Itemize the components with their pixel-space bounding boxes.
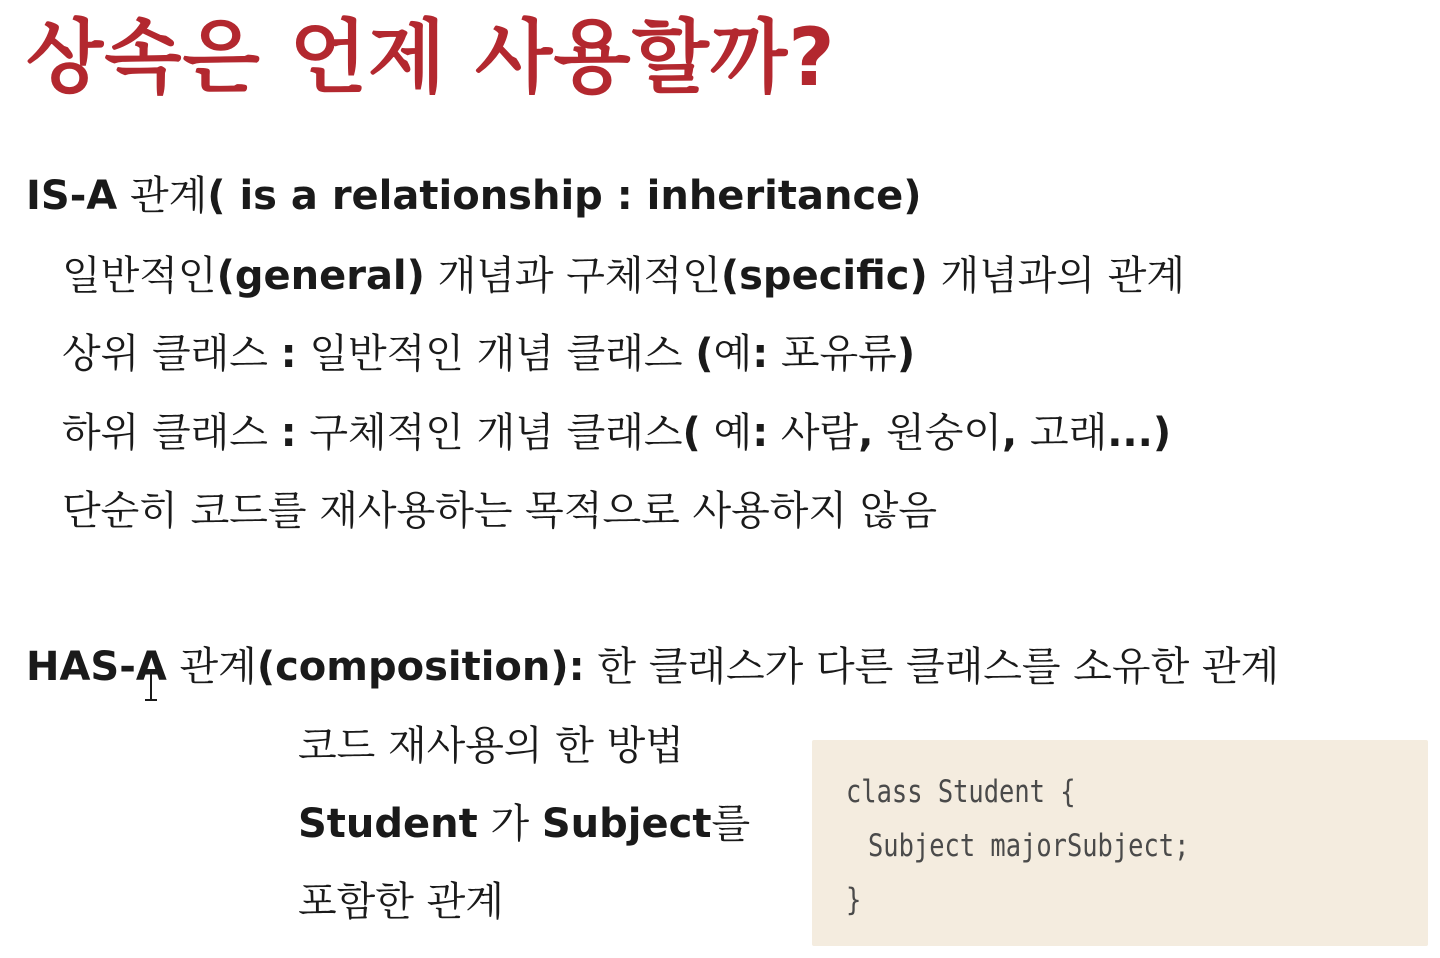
text-segment: ,: [1002, 410, 1018, 456]
text-segment: (general): [216, 253, 425, 299]
has-a-description: 한 클래스가 다른 클래스를 소유한 관계: [584, 644, 1280, 690]
text-segment: 일반적인: [62, 253, 217, 299]
text-segment: :: [752, 331, 769, 377]
text-segment: (specific): [720, 253, 928, 299]
text-segment: 를: [711, 801, 751, 847]
text-segment: 고래: [1017, 410, 1108, 456]
mouse-pointer-icon: [140, 668, 162, 702]
text-segment: 사람: [768, 410, 859, 456]
text-segment: :: [280, 331, 297, 377]
has-a-item-student-subject: [298, 800, 750, 848]
has-a-label: HAS-A: [26, 644, 167, 690]
text-segment: 가: [477, 801, 542, 847]
code-line: Subject majorSubject;: [868, 828, 1190, 864]
is-a-item-general-specific: [62, 252, 1185, 300]
text-segment: ): [896, 331, 916, 377]
has-a-composition: (composition):: [256, 644, 585, 690]
text-segment: ...): [1107, 410, 1172, 456]
text-segment: (: [695, 331, 714, 377]
text-segment: (: [682, 410, 701, 456]
text-segment: 하위 클래스: [62, 410, 281, 456]
code-example-box: [812, 740, 1428, 946]
text-segment: :: [280, 410, 297, 456]
has-a-heading: [26, 643, 1279, 691]
text-segment: :: [752, 410, 769, 456]
text-segment: 개념과 구체적인: [424, 253, 721, 299]
is-a-description: ( is a relationship : inheritance): [207, 173, 922, 219]
text-segment: 개념과의 관계: [927, 253, 1186, 299]
code-line: class Student {: [846, 774, 1076, 810]
has-a-item-contains: 포함한 관계: [298, 879, 504, 925]
text-segment: 일반적인 개념 클래스: [296, 331, 696, 377]
text-segment: 원숭이: [873, 410, 1003, 456]
text-segment: Student: [298, 801, 478, 847]
text-segment: 예: [713, 331, 753, 377]
is-a-item-reuse-note: 단순히 코드를 재사용하는 목적으로 사용하지 않음: [62, 488, 938, 534]
has-a-item-reuse-method: 코드 재사용의 한 방법: [298, 723, 684, 769]
is-a-relation-word: 관계: [117, 173, 208, 219]
text-segment: 포유류: [768, 331, 897, 377]
is-a-heading: [26, 172, 922, 220]
text-segment: Subject: [541, 801, 712, 847]
code-line: }: [846, 882, 862, 918]
is-a-item-subclass: [62, 409, 1171, 457]
text-segment: 상위 클래스: [62, 331, 281, 377]
text-segment: 예: [700, 410, 753, 456]
text-segment: 구체적인 개념 클래스: [296, 410, 683, 456]
slide-title: 상속은 언제 사용할까?: [26, 11, 836, 104]
text-segment: ,: [858, 410, 874, 456]
has-a-relation-word: 관계: [166, 644, 257, 690]
is-a-label: IS-A: [26, 173, 118, 219]
is-a-item-superclass: [62, 330, 915, 378]
